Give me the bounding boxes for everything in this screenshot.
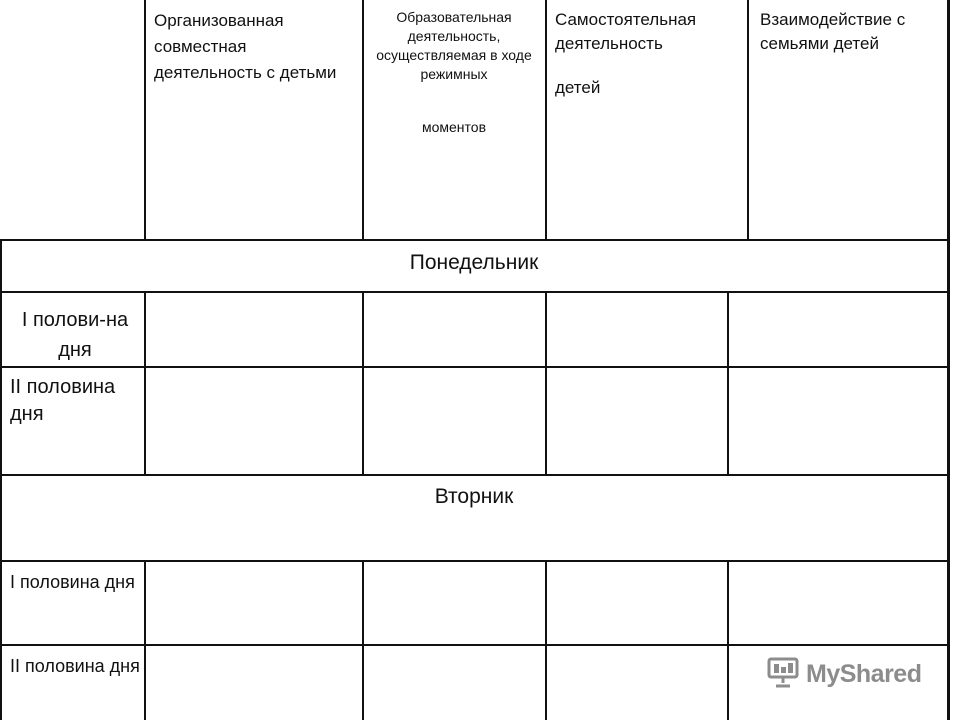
header-independent-activity-cont: детей [555,78,601,97]
vline-2-c [362,561,364,720]
hline-tue-first-bottom [0,644,950,646]
day-monday: Понедельник [409,251,539,274]
watermark-text: MyShared [806,659,922,688]
row-label-tuesday-first-half: I половина дня [10,572,135,592]
hline-mon-first-bottom [0,366,950,368]
vline-1 [144,0,146,241]
vline-4-c [727,561,729,720]
hline-header-bottom [0,239,950,241]
row-label-monday-first-half: I полови-на дня [21,309,129,361]
hline-tuesday-bottom [0,560,950,562]
myshared-watermark [766,654,921,694]
vline-2-b [362,292,364,475]
presentation-board-icon [766,655,800,694]
row-label-monday-second-half: II половина дня [10,376,116,425]
hline-mon-second-bottom [0,474,950,476]
row-label-tuesday-second-half: II половина дня [10,656,140,676]
header-organized-activity: Организованная совместная деятельность с детьми [154,11,337,82]
header-educational-activity-cont: моментов [421,119,487,135]
header-educational-activity: Образовательная деятельность, осуществляемая в ходе режимных [376,9,532,82]
vline-3-c [545,561,547,720]
table-border-left-lower [0,240,2,720]
vline-4-b [727,292,729,475]
vline-1-c [144,561,146,720]
header-family-interaction: Взаимодействие с семьями детей [760,10,906,53]
hline-monday-bottom [0,291,950,293]
header-independent-activity: Самостоятельная деятельность [555,10,697,53]
vline-4-top [747,0,749,241]
vline-2 [362,0,364,241]
vline-3 [545,0,547,241]
day-tuesday: Вторник [434,485,514,508]
table-border-right [947,0,950,720]
vline-1-b [144,292,146,475]
vline-3-b [545,292,547,475]
